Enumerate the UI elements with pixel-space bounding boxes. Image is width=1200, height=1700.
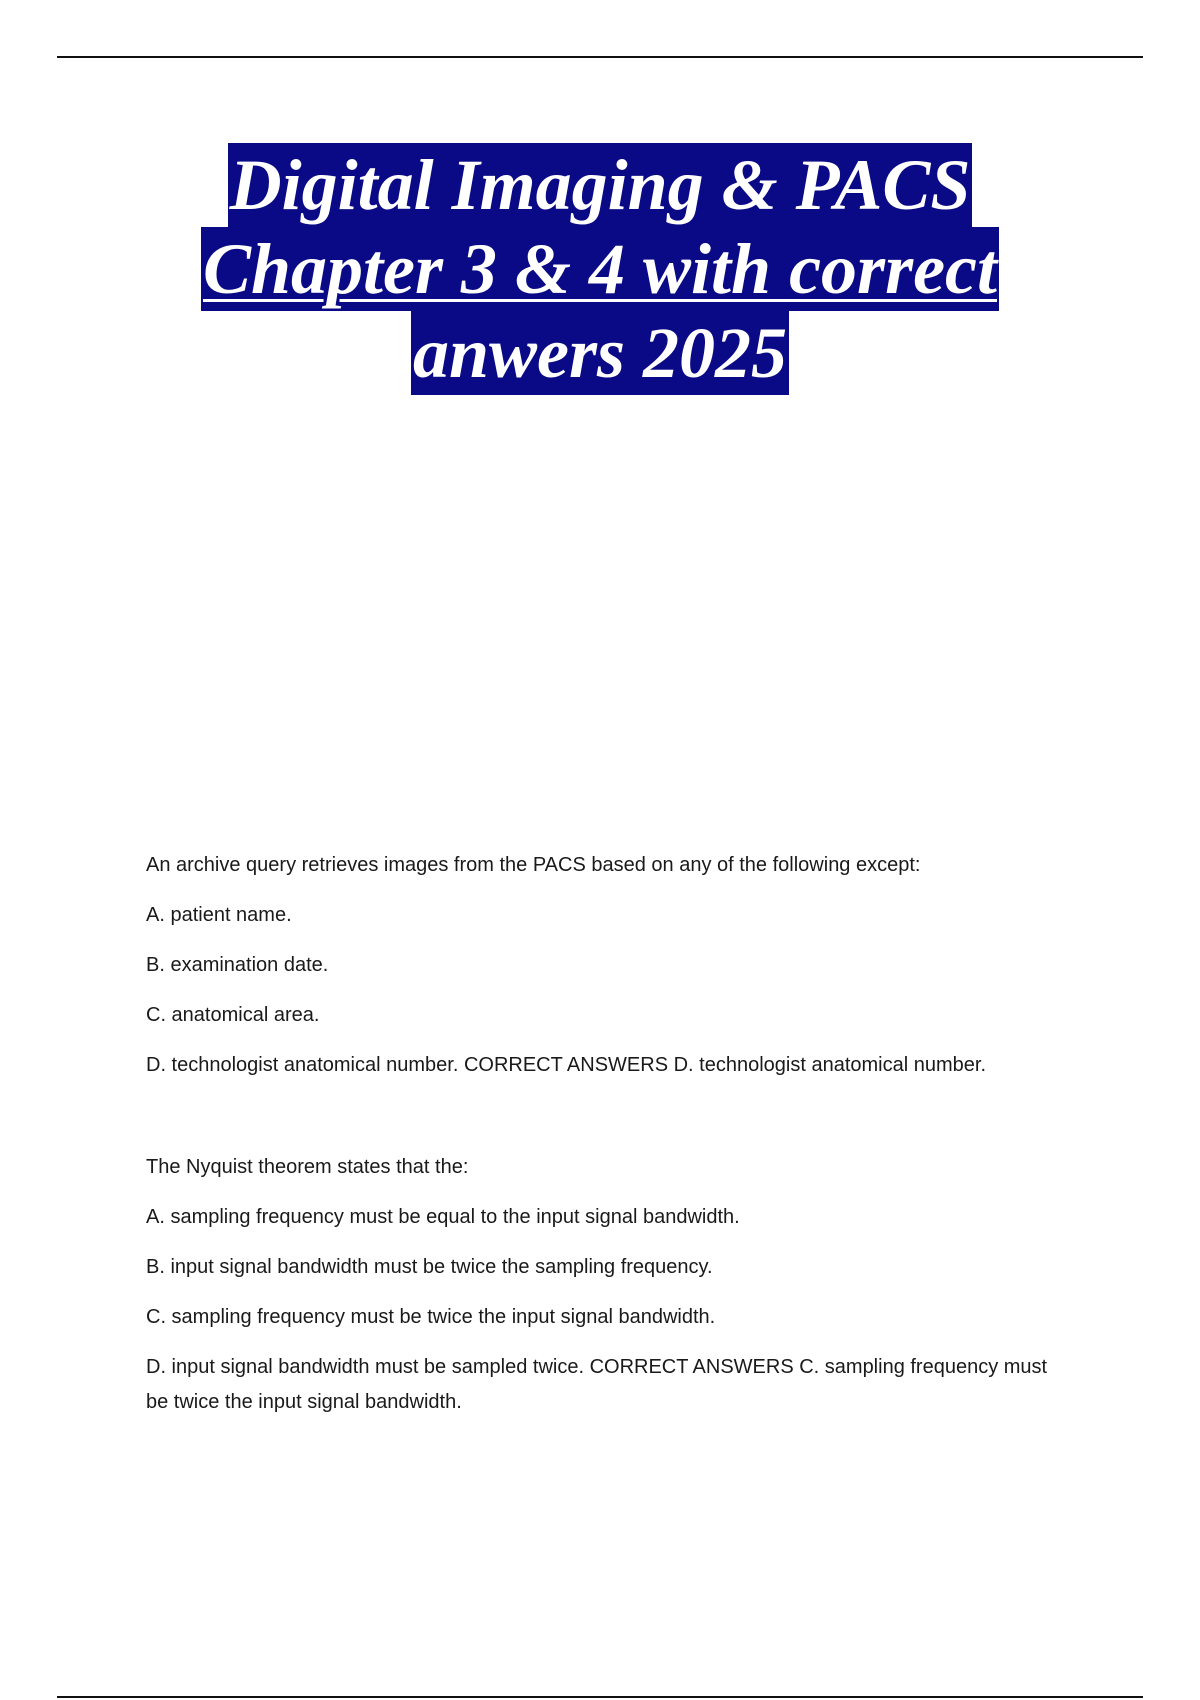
answer-option-c: C. sampling frequency must be twice the input signal bandwidth. xyxy=(146,1306,716,1328)
bottom-rule xyxy=(57,1696,1143,1698)
question-2 xyxy=(146,1150,1066,1435)
title-line-3: anwers 2025 xyxy=(412,313,788,393)
title-line-1: Digital Imaging & PACS xyxy=(229,145,971,225)
answer-option-b: B. examination date. xyxy=(146,954,329,976)
top-rule xyxy=(57,56,1143,58)
question-1 xyxy=(146,848,1066,1098)
answer-option-d: D. input signal bandwidth must be sampled twice. CORRECT ANSWERS C. sampling frequency must be twice the input signal bandwidth. xyxy=(146,1356,1048,1413)
question-prompt: An archive query retrieves images from the PACS based on any of the following except: xyxy=(146,854,921,876)
answer-option-d: D. technologist anatomical number. CORRECT ANSWERS D. technologist anatomical number. xyxy=(146,1054,986,1076)
question-prompt: The Nyquist theorem states that the: xyxy=(146,1156,469,1178)
answer-option-c: C. anatomical area. xyxy=(146,1004,320,1026)
answer-option-a: A. patient name. xyxy=(146,904,292,926)
answer-option-a: A. sampling frequency must be equal to the input signal bandwidth. xyxy=(146,1206,740,1228)
title-line-2: Chapter 3 & 4 with correct xyxy=(202,229,998,309)
answer-option-b: B. input signal bandwidth must be twice the sampling frequency. xyxy=(146,1256,713,1278)
document-title xyxy=(0,143,1200,395)
